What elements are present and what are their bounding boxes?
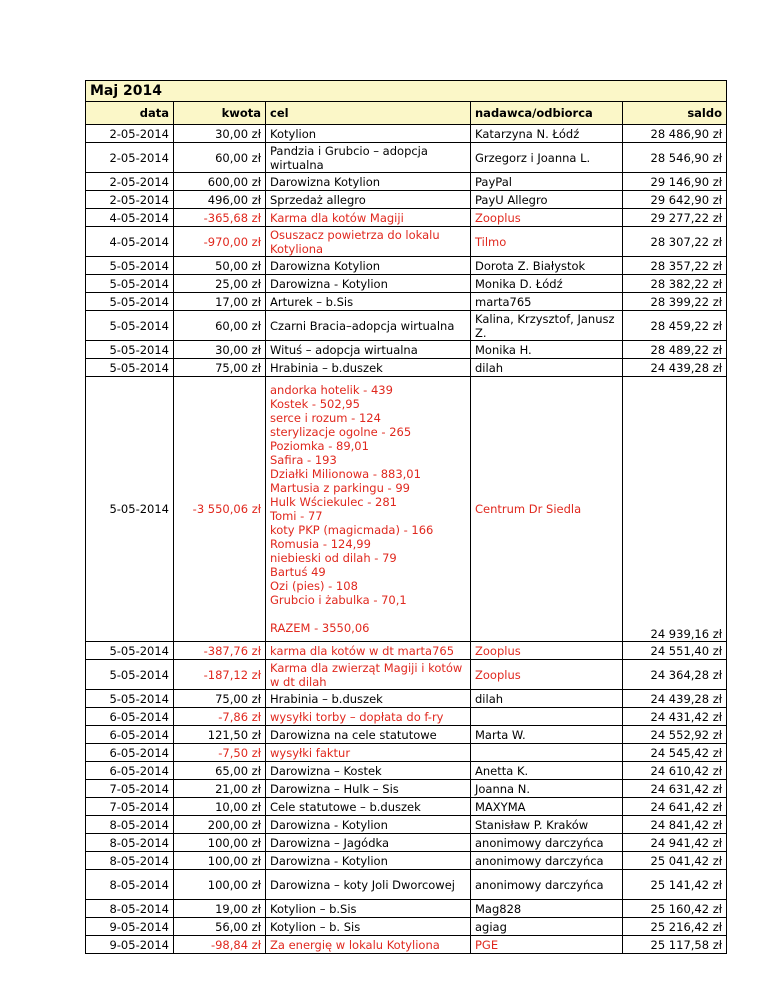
cell-kwota: 30,00 zł [174, 125, 266, 143]
cell-data: 9-05-2014 [86, 936, 174, 954]
table-row [86, 918, 727, 936]
cell-cel: Darowizna – Hulk – Sis [266, 780, 471, 798]
cell-saldo: 25 160,42 zł [623, 900, 727, 918]
table-row [86, 936, 727, 954]
table-row [86, 257, 727, 275]
breakdown-line: Działki Milionowa - 883,01 [270, 467, 421, 481]
cell-data: 4-05-2014 [86, 227, 174, 257]
cell-nadawca [471, 744, 623, 762]
cell-data: 5-05-2014 [86, 660, 174, 690]
cell-saldo: 28 357,22 zł [623, 257, 727, 275]
cell-kwota: 21,00 zł [174, 780, 266, 798]
cell-nadawca: Mag828 [471, 900, 623, 918]
page-title: Maj 2014 [86, 81, 727, 102]
cell-cel: wysyłki torby – dopłata do f-ry [266, 708, 471, 726]
cell-saldo: 29 146,90 zł [623, 173, 727, 191]
cell-kwota: 30,00 zł [174, 341, 266, 359]
cell-nadawca: Zooplus [471, 660, 623, 690]
cell-cel: Darowizna – Kostek [266, 762, 471, 780]
table-row [86, 293, 727, 311]
ledger-table [85, 80, 727, 954]
cell-kwota: 121,50 zł [174, 726, 266, 744]
cell-nadawca: Zooplus [471, 642, 623, 660]
cell-saldo: 28 459,22 zł [623, 311, 727, 341]
table-row [86, 660, 727, 690]
cell-data: 8-05-2014 [86, 900, 174, 918]
table-row [86, 227, 727, 257]
cell-nadawca: PGE [471, 936, 623, 954]
cell-data: 8-05-2014 [86, 852, 174, 870]
cell-nadawca: Tilmo [471, 227, 623, 257]
cell-cel: Darowizna Kotylion [266, 173, 471, 191]
cell-kwota: -3 550,06 zł [174, 377, 266, 642]
cell-saldo: 24 439,28 zł [623, 359, 727, 377]
breakdown-line: serce i rozum - 124 [270, 411, 381, 425]
cell-cel: Osuszacz powietrza do lokalu Kotyliona [266, 227, 471, 257]
cell-nadawca: MAXYMA [471, 798, 623, 816]
table-row [86, 311, 727, 341]
cell-nadawca: Grzegorz i Joanna L. [471, 143, 623, 173]
cell-data: 6-05-2014 [86, 762, 174, 780]
cell-data: 7-05-2014 [86, 780, 174, 798]
cell-nadawca: PayPal [471, 173, 623, 191]
cell-kwota: 100,00 zł [174, 852, 266, 870]
table-row [86, 191, 727, 209]
cell-cel: Kotylion – b.Sis [266, 900, 471, 918]
cell-kwota: 10,00 zł [174, 798, 266, 816]
cell-data: 5-05-2014 [86, 257, 174, 275]
table-row [86, 275, 727, 293]
table-row [86, 852, 727, 870]
table-row [86, 173, 727, 191]
cell-nadawca: anonimowy darczyńca [471, 834, 623, 852]
cell-cel-breakdown [266, 377, 471, 642]
table-row [86, 726, 727, 744]
cell-saldo: 25 141,42 zł [623, 870, 727, 900]
cell-data: 5-05-2014 [86, 311, 174, 341]
cell-data: 8-05-2014 [86, 834, 174, 852]
cell-saldo: 29 642,90 zł [623, 191, 727, 209]
cell-cel: Darowizna - Kotylion [266, 816, 471, 834]
cell-saldo: 24 551,40 zł [623, 642, 727, 660]
cell-cel: Karma dla zwierząt Magiji i kotów w dt dilah [266, 660, 471, 690]
table-row [86, 143, 727, 173]
col-header-nadawca: nadawca/odbiorca [471, 102, 623, 125]
cell-nadawca: Stanisław P. Kraków [471, 816, 623, 834]
cell-nadawca: Kalina, Krzysztof, Janusz Z. [471, 311, 623, 341]
breakdown-total: RAZEM - 3550,06 [270, 621, 370, 635]
cell-nadawca: PayU Allegro [471, 191, 623, 209]
breakdown-line: Ozi (pies) - 108 [270, 579, 358, 593]
cell-cel: Kotylion – b. Sis [266, 918, 471, 936]
cell-nadawca: marta765 [471, 293, 623, 311]
cell-kwota: 600,00 zł [174, 173, 266, 191]
cell-kwota: 56,00 zł [174, 918, 266, 936]
cell-kwota: -98,84 zł [174, 936, 266, 954]
cell-saldo: 24 431,42 zł [623, 708, 727, 726]
breakdown-line: Martusia z parkingu - 99 [270, 481, 410, 495]
table-row [86, 359, 727, 377]
col-header-data: data [86, 102, 174, 125]
cell-data: 5-05-2014 [86, 642, 174, 660]
cell-saldo: 24 631,42 zł [623, 780, 727, 798]
cell-nadawca: agiag [471, 918, 623, 936]
cell-saldo: 24 545,42 zł [623, 744, 727, 762]
col-header-saldo: saldo [623, 102, 727, 125]
breakdown-line: Grubcio i żabulka - 70,1 [270, 593, 407, 607]
breakdown-line: andorka hotelik - 439 [270, 383, 393, 397]
breakdown-line: koty PKP (magicmada) - 166 [270, 523, 434, 537]
table-row [86, 780, 727, 798]
cell-saldo: 28 546,90 zł [623, 143, 727, 173]
cell-saldo: 24 610,42 zł [623, 762, 727, 780]
cell-nadawca [471, 708, 623, 726]
table-row [86, 762, 727, 780]
cell-cel: Darowizna - Kotylion [266, 275, 471, 293]
cell-cel: Cele statutowe – b.duszek [266, 798, 471, 816]
cell-cel: Darowizna – koty Joli Dworcowej [266, 870, 471, 900]
cell-cel: Hrabinia – b.duszek [266, 359, 471, 377]
cell-saldo: 25 216,42 zł [623, 918, 727, 936]
cell-nadawca: Monika D. Łódź [471, 275, 623, 293]
cell-kwota: 75,00 zł [174, 690, 266, 708]
table-row [86, 816, 727, 834]
cell-saldo: 25 041,42 zł [623, 852, 727, 870]
cell-saldo: 24 641,42 zł [623, 798, 727, 816]
cell-kwota: 100,00 zł [174, 834, 266, 852]
cell-saldo: 24 439,28 zł [623, 690, 727, 708]
cell-data: 2-05-2014 [86, 143, 174, 173]
breakdown-line: Bartuś 49 [270, 565, 326, 579]
cell-data: 5-05-2014 [86, 377, 174, 642]
cell-nadawca: Centrum Dr Siedla [471, 377, 623, 642]
cell-data: 5-05-2014 [86, 690, 174, 708]
cell-saldo: 28 486,90 zł [623, 125, 727, 143]
cell-cel: Kotylion [266, 125, 471, 143]
breakdown-line: Hulk Wściekulec - 281 [270, 495, 397, 509]
cell-kwota: 60,00 zł [174, 143, 266, 173]
cell-data: 8-05-2014 [86, 870, 174, 900]
table-row [86, 341, 727, 359]
cell-cel: Karma dla kotów Magiji [266, 209, 471, 227]
cell-saldo: 24 941,42 zł [623, 834, 727, 852]
table-row [86, 900, 727, 918]
cell-data: 5-05-2014 [86, 293, 174, 311]
breakdown-line: Romusia - 124,99 [270, 537, 371, 551]
cell-data: 7-05-2014 [86, 798, 174, 816]
cell-kwota: -365,68 zł [174, 209, 266, 227]
cell-nadawca: dilah [471, 359, 623, 377]
cell-cel: Sprzedaż allegro [266, 191, 471, 209]
cell-cel: Hrabinia – b.duszek [266, 690, 471, 708]
table-row [86, 708, 727, 726]
cell-saldo: 24 364,28 zł [623, 660, 727, 690]
breakdown-line: sterylizacje ogolne - 265 [270, 425, 412, 439]
breakdown-line: niebieski od dilah - 79 [270, 551, 397, 565]
cell-kwota: -7,86 zł [174, 708, 266, 726]
cell-data: 2-05-2014 [86, 125, 174, 143]
cell-data: 5-05-2014 [86, 275, 174, 293]
col-header-cel: cel [266, 102, 471, 125]
table-row [86, 209, 727, 227]
breakdown-line: Poziomka - 89,01 [270, 439, 369, 453]
breakdown-line: Tomi - 77 [270, 509, 323, 523]
cell-data: 8-05-2014 [86, 816, 174, 834]
cell-nadawca: anonimowy darczyńca [471, 852, 623, 870]
cell-saldo: 29 277,22 zł [623, 209, 727, 227]
cell-nadawca: dilah [471, 690, 623, 708]
cell-data: 9-05-2014 [86, 918, 174, 936]
cell-kwota: 496,00 zł [174, 191, 266, 209]
breakdown-line: Kostek - 502,95 [270, 397, 360, 411]
cell-cel: Czarni Bracia–adopcja wirtualna [266, 311, 471, 341]
cell-cel: Pandzia i Grubcio – adopcja wirtualna [266, 143, 471, 173]
cell-kwota: -187,12 zł [174, 660, 266, 690]
cell-kwota: -7,50 zł [174, 744, 266, 762]
cell-cel: Darowizna Kotylion [266, 257, 471, 275]
col-header-kwota: kwota [174, 102, 266, 125]
cell-kwota: 17,00 zł [174, 293, 266, 311]
cell-saldo: 24 552,92 zł [623, 726, 727, 744]
cell-saldo: 28 399,22 zł [623, 293, 727, 311]
cell-kwota: 50,00 zł [174, 257, 266, 275]
cell-data: 6-05-2014 [86, 726, 174, 744]
cell-saldo: 24 939,16 zł [623, 377, 727, 642]
table-row [86, 690, 727, 708]
cell-cel: Wituś – adopcja wirtualna [266, 341, 471, 359]
cell-cel: karma dla kotów w dt marta765 [266, 642, 471, 660]
breakdown-line: Safira - 193 [270, 453, 337, 467]
cell-kwota: 75,00 zł [174, 359, 266, 377]
cell-nadawca: Monika H. [471, 341, 623, 359]
cell-data: 6-05-2014 [86, 744, 174, 762]
cell-data: 6-05-2014 [86, 708, 174, 726]
table-row [86, 798, 727, 816]
cell-nadawca: Dorota Z. Białystok [471, 257, 623, 275]
cell-kwota: 25,00 zł [174, 275, 266, 293]
cell-nadawca: Anetta K. [471, 762, 623, 780]
cell-nadawca: Zooplus [471, 209, 623, 227]
cell-nadawca: Marta W. [471, 726, 623, 744]
cell-nadawca: Katarzyna N. Łódź [471, 125, 623, 143]
cell-nadawca: anonimowy darczyńca [471, 870, 623, 900]
cell-cel: Darowizna - Kotylion [266, 852, 471, 870]
cell-kwota: 100,00 zł [174, 870, 266, 900]
cell-data: 5-05-2014 [86, 359, 174, 377]
table-row [86, 834, 727, 852]
cell-cel: Arturek – b.Sis [266, 293, 471, 311]
cell-saldo: 24 841,42 zł [623, 816, 727, 834]
table-row [86, 642, 727, 660]
cell-data: 2-05-2014 [86, 173, 174, 191]
table-row [86, 744, 727, 762]
cell-saldo: 28 307,22 zł [623, 227, 727, 257]
cell-cel: Darowizna na cele statutowe [266, 726, 471, 744]
cell-cel: Darowizna – Jagódka [266, 834, 471, 852]
header-row [86, 102, 727, 125]
cell-saldo: 28 382,22 zł [623, 275, 727, 293]
cell-cel: Za energię w lokalu Kotyliona [266, 936, 471, 954]
cell-saldo: 25 117,58 zł [623, 936, 727, 954]
cell-data: 5-05-2014 [86, 341, 174, 359]
cell-kwota: 60,00 zł [174, 311, 266, 341]
cell-saldo: 28 489,22 zł [623, 341, 727, 359]
cell-data: 2-05-2014 [86, 191, 174, 209]
table-row-summary [86, 377, 727, 642]
cell-kwota: 65,00 zł [174, 762, 266, 780]
cell-nadawca: Joanna N. [471, 780, 623, 798]
table-row [86, 870, 727, 900]
cell-data: 4-05-2014 [86, 209, 174, 227]
cell-cel: wysyłki faktur [266, 744, 471, 762]
cell-kwota: -970,00 zł [174, 227, 266, 257]
cell-kwota: -387,76 zł [174, 642, 266, 660]
cell-kwota: 19,00 zł [174, 900, 266, 918]
table-row [86, 125, 727, 143]
title-row [86, 81, 727, 102]
cell-kwota: 200,00 zł [174, 816, 266, 834]
